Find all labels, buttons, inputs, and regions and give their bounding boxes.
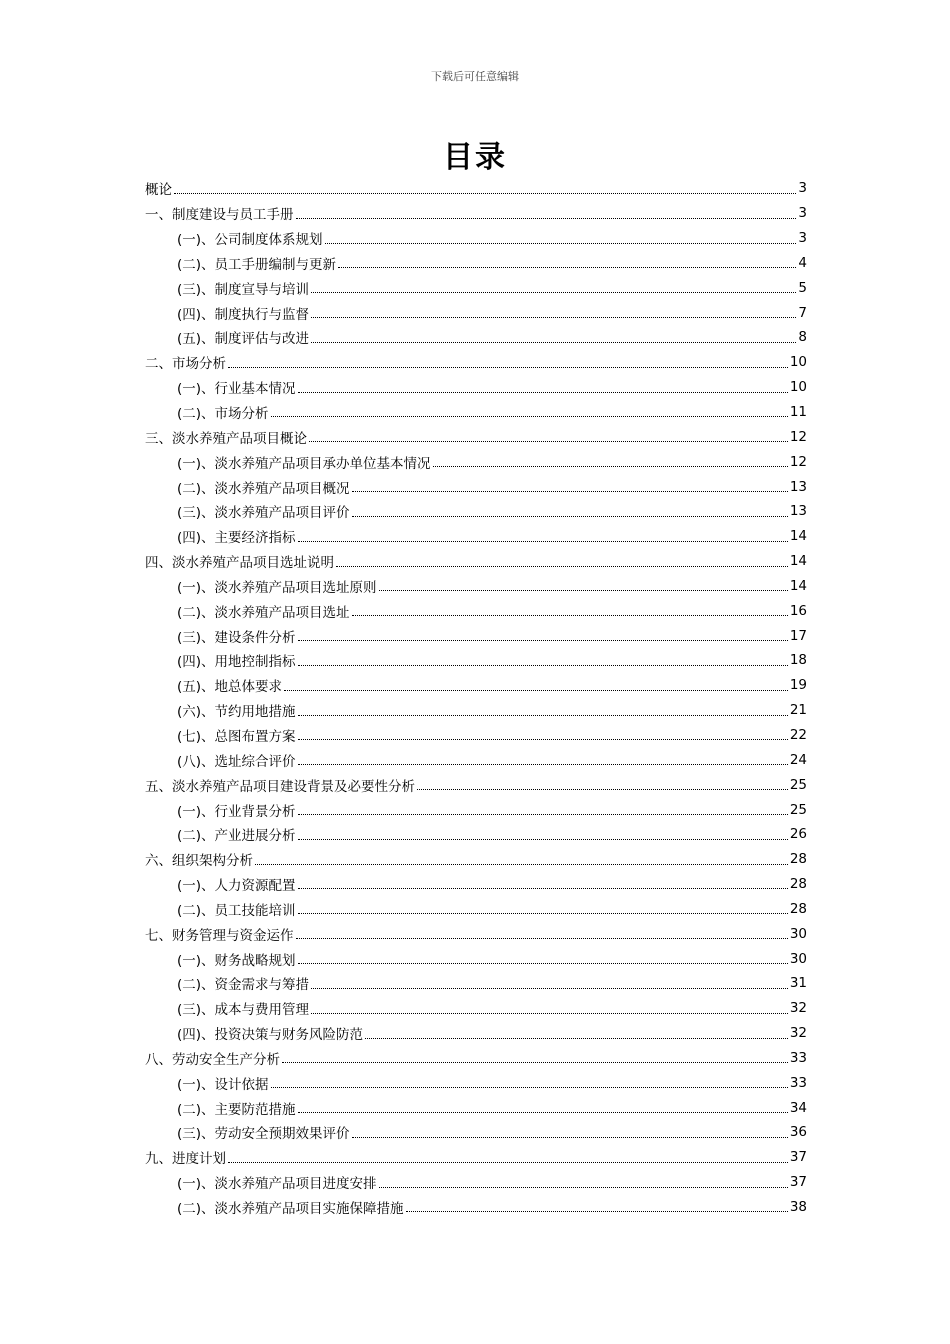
- toc-dot-leader: [311, 316, 796, 318]
- toc-entry[interactable]: [145, 1120, 807, 1145]
- toc-dot-leader: [379, 589, 788, 591]
- toc-entry-label: 九、进度计划: [145, 1151, 226, 1168]
- toc-dot-leader: [174, 192, 796, 194]
- toc-entry-page-number: 33: [789, 1074, 807, 1091]
- toc-dot-leader: [379, 1186, 788, 1188]
- toc-dot-leader: [406, 1210, 788, 1212]
- toc-entry-label: (四)、用地控制指标: [177, 654, 296, 671]
- toc-entry-page-number: 38: [789, 1199, 807, 1216]
- toc-entry[interactable]: [145, 375, 807, 400]
- toc-entry[interactable]: [145, 300, 807, 325]
- toc-dot-leader: [311, 291, 796, 293]
- toc-dot-leader: [228, 1161, 788, 1163]
- toc-entry[interactable]: [145, 400, 807, 425]
- toc-dot-leader: [352, 515, 788, 517]
- toc-dot-leader: [298, 391, 788, 393]
- toc-entry[interactable]: [145, 648, 807, 673]
- toc-dot-leader: [296, 937, 788, 939]
- toc-entry-page-number: 12: [789, 428, 807, 445]
- toc-dot-leader: [298, 540, 788, 542]
- toc-dot-leader: [352, 490, 788, 492]
- toc-entry-label: (一)、淡水养殖产品项目进度安排: [177, 1176, 377, 1193]
- toc-entry[interactable]: [145, 946, 807, 971]
- toc-dot-leader: [271, 415, 788, 417]
- toc-dot-leader: [228, 366, 788, 368]
- toc-dot-leader: [296, 217, 797, 219]
- toc-entry[interactable]: [145, 499, 807, 524]
- toc-dot-leader: [417, 788, 788, 790]
- toc-dot-leader: [284, 689, 788, 691]
- toc-entry-label: (五)、地总体要求: [177, 679, 283, 696]
- toc-entry-label: 六、组织架构分析: [145, 853, 253, 870]
- toc-entry-page-number: 32: [789, 1000, 807, 1017]
- toc-entry-label: (二)、员工手册编制与更新: [177, 256, 337, 273]
- toc-entry-label: (三)、劳动安全预期效果评价: [177, 1126, 350, 1143]
- toc-entry-label: (二)、淡水养殖产品项目概况: [177, 480, 350, 497]
- toc-entry[interactable]: [145, 673, 807, 698]
- toc-entry-page-number: 5: [798, 279, 807, 296]
- toc-entry-page-number: 10: [789, 379, 807, 396]
- toc-entry-page-number: 7: [798, 304, 807, 321]
- toc-entry[interactable]: [145, 1046, 807, 1071]
- toc-entry-label: (一)、公司制度体系规划: [177, 232, 323, 249]
- toc-entry[interactable]: [145, 723, 807, 748]
- toc-entry[interactable]: [145, 449, 807, 474]
- toc-entry-label: 八、劳动安全生产分析: [145, 1051, 280, 1068]
- toc-dot-leader: [298, 962, 788, 964]
- toc-entry[interactable]: [145, 1195, 807, 1220]
- toc-entry[interactable]: [145, 474, 807, 499]
- toc-entry-page-number: 25: [789, 801, 807, 818]
- header-note: 下载后可任意编辑: [431, 70, 519, 83]
- toc-entry-label: 概论: [145, 182, 172, 199]
- toc-entry[interactable]: [145, 1170, 807, 1195]
- toc-entry-page-number: 14: [789, 553, 807, 570]
- toc-entry-label: (二)、资金需求与筹措: [177, 977, 310, 994]
- toc-entry-label: (五)、制度评估与改进: [177, 331, 310, 348]
- toc-entry-label: 四、淡水养殖产品项目选址说明: [145, 555, 334, 572]
- toc-entry-page-number: 28: [789, 876, 807, 893]
- toc-dot-leader: [325, 242, 797, 244]
- toc-dot-leader: [255, 863, 788, 865]
- toc-entry-label: 五、淡水养殖产品项目建设背景及必要性分析: [145, 778, 415, 795]
- toc-entry[interactable]: [145, 772, 807, 797]
- toc-dot-leader: [298, 1111, 788, 1113]
- toc-entry-page-number: 28: [789, 851, 807, 868]
- toc-entry[interactable]: [145, 325, 807, 350]
- toc-entry[interactable]: [145, 921, 807, 946]
- toc-entry-page-number: 3: [798, 180, 807, 197]
- toc-dot-leader: [298, 763, 788, 765]
- toc-entry-page-number: 3: [798, 205, 807, 222]
- toc-entry[interactable]: [145, 971, 807, 996]
- toc-entry-page-number: 17: [789, 627, 807, 644]
- toc-dot-leader: [298, 838, 788, 840]
- toc-entry[interactable]: [145, 524, 807, 549]
- toc-entry[interactable]: [145, 1145, 807, 1170]
- toc-entry-page-number: 4: [798, 254, 807, 271]
- toc-entry-label: 二、市场分析: [145, 356, 226, 373]
- toc-dot-leader: [298, 738, 788, 740]
- toc-entry[interactable]: [145, 226, 807, 251]
- toc-entry-page-number: 32: [789, 1025, 807, 1042]
- toc-dot-leader: [336, 565, 788, 567]
- toc-entry-label: (四)、制度执行与监督: [177, 306, 310, 323]
- toc-entry[interactable]: [145, 623, 807, 648]
- toc-entry-label: (二)、员工技能培训: [177, 902, 296, 919]
- toc-entry-label: (七)、总图布置方案: [177, 728, 296, 745]
- toc-entry-label: 一、制度建设与员工手册: [145, 207, 294, 224]
- toc-dot-leader: [298, 664, 788, 666]
- toc-dot-leader: [298, 912, 788, 914]
- toc-entry[interactable]: [145, 996, 807, 1021]
- toc-entry-label: (三)、建设条件分析: [177, 629, 296, 646]
- toc-entry-page-number: 26: [789, 826, 807, 843]
- toc-dot-leader: [352, 614, 788, 616]
- toc-entry-page-number: 19: [789, 677, 807, 694]
- toc-entry-page-number: 22: [789, 726, 807, 743]
- toc-dot-leader: [433, 465, 788, 467]
- table-of-contents: [145, 176, 807, 1219]
- toc-entry-label: (一)、淡水养殖产品项目承办单位基本情况: [177, 455, 431, 472]
- toc-entry-page-number: 21: [789, 702, 807, 719]
- toc-entry-label: (二)、市场分析: [177, 406, 269, 423]
- toc-entry-page-number: 31: [789, 975, 807, 992]
- toc-entry-page-number: 36: [789, 1124, 807, 1141]
- toc-entry-page-number: 14: [789, 577, 807, 594]
- toc-dot-leader: [311, 987, 788, 989]
- toc-entry-page-number: 18: [789, 652, 807, 669]
- toc-entry[interactable]: [145, 747, 807, 772]
- toc-entry-label: (四)、投资决策与财务风险防范: [177, 1027, 364, 1044]
- toc-entry[interactable]: [145, 275, 807, 300]
- toc-dot-leader: [311, 341, 796, 343]
- toc-entry-page-number: 28: [789, 900, 807, 917]
- toc-entry-page-number: 3: [798, 230, 807, 247]
- toc-dot-leader: [311, 1012, 788, 1014]
- toc-entry-label: (三)、制度宣导与培训: [177, 281, 310, 298]
- toc-entry-label: (二)、淡水养殖产品项目实施保障措施: [177, 1201, 404, 1218]
- toc-dot-leader: [282, 1061, 788, 1063]
- toc-dot-leader: [338, 266, 796, 268]
- toc-entry[interactable]: [145, 251, 807, 276]
- toc-entry-label: (二)、产业进展分析: [177, 828, 296, 845]
- toc-dot-leader: [298, 714, 788, 716]
- toc-dot-leader: [298, 887, 788, 889]
- toc-entry[interactable]: [145, 896, 807, 921]
- toc-entry-label: (一)、行业基本情况: [177, 381, 296, 398]
- toc-entry-page-number: 37: [789, 1149, 807, 1166]
- toc-entry-label: (一)、行业背景分析: [177, 803, 296, 820]
- toc-entry-label: 七、财务管理与资金运作: [145, 927, 294, 944]
- toc-entry-label: (一)、财务战略规划: [177, 952, 296, 969]
- toc-entry-page-number: 12: [789, 453, 807, 470]
- toc-entry-label: (二)、主要防范措施: [177, 1101, 296, 1118]
- toc-entry-page-number: 37: [789, 1174, 807, 1191]
- toc-entry-label: (八)、选址综合评价: [177, 753, 296, 770]
- toc-dot-leader: [298, 639, 788, 641]
- toc-dot-leader: [352, 1136, 788, 1138]
- toc-entry[interactable]: [145, 350, 807, 375]
- toc-entry-page-number: 8: [798, 329, 807, 346]
- toc-entry[interactable]: [145, 549, 807, 574]
- toc-dot-leader: [271, 1086, 788, 1088]
- toc-entry[interactable]: [145, 424, 807, 449]
- toc-entry-label: 三、淡水养殖产品项目概论: [145, 430, 307, 447]
- toc-entry-page-number: 34: [789, 1099, 807, 1116]
- toc-entry-label: (一)、淡水养殖产品项目选址原则: [177, 579, 377, 596]
- toc-entry-page-number: 30: [789, 950, 807, 967]
- toc-entry-page-number: 10: [789, 354, 807, 371]
- toc-entry-label: (六)、节约用地措施: [177, 704, 296, 721]
- toc-entry-page-number: 13: [789, 478, 807, 495]
- toc-entry[interactable]: [145, 822, 807, 847]
- toc-dot-leader: [309, 440, 788, 442]
- toc-entry[interactable]: [145, 176, 807, 201]
- toc-entry-page-number: 30: [789, 925, 807, 942]
- toc-dot-leader: [365, 1037, 788, 1039]
- toc-entry[interactable]: [145, 1070, 807, 1095]
- toc-entry-label: (四)、主要经济指标: [177, 530, 296, 547]
- toc-entry[interactable]: [145, 1095, 807, 1120]
- toc-entry-page-number: 33: [789, 1049, 807, 1066]
- toc-entry-label: (一)、设计依据: [177, 1076, 269, 1093]
- toc-entry-label: (三)、淡水养殖产品项目评价: [177, 505, 350, 522]
- toc-entry[interactable]: [145, 201, 807, 226]
- toc-entry-page-number: 25: [789, 776, 807, 793]
- toc-entry[interactable]: [145, 574, 807, 599]
- toc-entry-label: (三)、成本与费用管理: [177, 1002, 310, 1019]
- toc-entry[interactable]: [145, 797, 807, 822]
- toc-entry[interactable]: [145, 1021, 807, 1046]
- toc-entry-page-number: 11: [789, 404, 807, 421]
- toc-entry-page-number: 13: [789, 503, 807, 520]
- toc-entry-page-number: 14: [789, 528, 807, 545]
- toc-entry[interactable]: [145, 598, 807, 623]
- toc-entry-page-number: 24: [789, 751, 807, 768]
- toc-entry-label: (二)、淡水养殖产品项目选址: [177, 604, 350, 621]
- toc-entry[interactable]: [145, 872, 807, 897]
- toc-entry-page-number: 16: [789, 602, 807, 619]
- toc-entry[interactable]: [145, 847, 807, 872]
- toc-dot-leader: [298, 813, 788, 815]
- toc-entry-label: (一)、人力资源配置: [177, 878, 296, 895]
- toc-entry[interactable]: [145, 698, 807, 723]
- toc-title: 目录: [443, 140, 507, 175]
